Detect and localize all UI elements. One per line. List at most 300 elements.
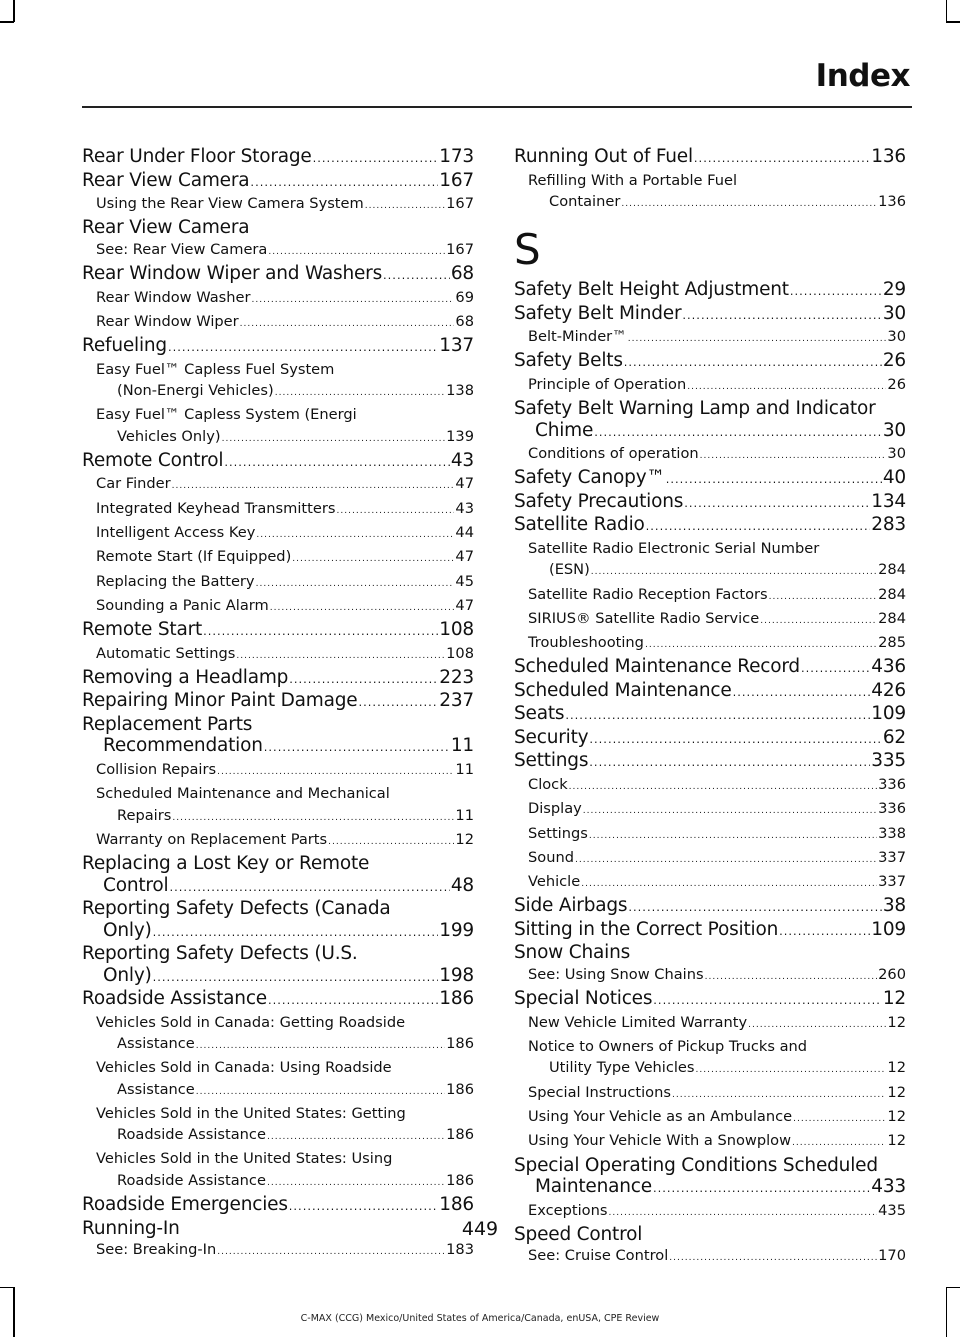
entry-label: Reporting Safety Defects (Canada <box>82 898 391 920</box>
entry-page-number: 48 <box>450 874 474 896</box>
index-subentry <box>514 326 906 350</box>
dot-leader <box>256 525 454 546</box>
index-entry <box>82 988 474 1012</box>
index-subentry <box>82 426 474 450</box>
index-subentry <box>82 759 474 783</box>
entry-label: Scheduled Maintenance <box>514 679 732 701</box>
entry-label: Special Instructions <box>528 1083 671 1101</box>
index-subentry <box>82 571 474 595</box>
entry-label: Satellite Radio Reception Factors <box>528 585 768 603</box>
entry-label: Running Out of Fuel <box>514 146 693 167</box>
index-subentry <box>514 798 906 822</box>
entry-page-number: 68 <box>455 312 474 330</box>
index-subentry <box>514 632 906 656</box>
entry-label: Troubleshooting <box>528 634 644 652</box>
dot-leader <box>801 658 870 680</box>
index-subentry <box>82 498 474 522</box>
index-subentry <box>514 1082 906 1106</box>
index-subentry <box>514 1245 906 1269</box>
index-subentry <box>82 1079 474 1103</box>
entry-label: Settings <box>514 750 589 772</box>
dot-leader <box>666 469 882 491</box>
entry-label: Remote Control <box>82 449 224 471</box>
entry-page-number: 167 <box>446 195 474 212</box>
entry-label: Using Your Vehicle as an Ambulance <box>528 1107 793 1125</box>
entry-label: Rear Window Wiper <box>96 312 239 330</box>
entry-label: Sounding a Panic Alarm <box>96 596 269 614</box>
index-column-left <box>82 146 474 1263</box>
index-entry <box>82 943 474 965</box>
entry-page-number: 435 <box>878 1201 906 1219</box>
entry-label: Seats <box>514 703 565 725</box>
entry-label: Sitting in the Correct Position <box>514 918 779 940</box>
entry-label: See: Using Snow Chains <box>528 965 704 983</box>
dot-leader <box>565 705 870 727</box>
dot-leader <box>196 1082 445 1103</box>
index-subentry <box>514 964 906 988</box>
entry-label: Vehicles Only) <box>117 427 221 445</box>
dot-leader <box>687 377 886 398</box>
index-subentry <box>82 1103 474 1124</box>
entry-label: Intelligent Access Key <box>96 523 256 541</box>
index-subentry <box>82 359 474 380</box>
dot-leader <box>583 801 877 822</box>
entry-label: Snow Chains <box>514 942 631 964</box>
entry-page-number: 12 <box>887 1013 906 1031</box>
dot-leader <box>289 1196 439 1218</box>
dot-leader <box>628 329 887 350</box>
entry-label: Sound <box>528 848 574 866</box>
dot-leader <box>289 669 438 691</box>
entry-label: SIRIUS® Satellite Radio Service <box>528 609 760 627</box>
dot-leader <box>653 1178 870 1200</box>
index-subentry <box>514 191 906 215</box>
entry-page-number: 45 <box>455 572 474 590</box>
index-subentry <box>514 847 906 871</box>
entry-page-number: 285 <box>878 634 906 652</box>
entry-page-number: 11 <box>455 806 474 824</box>
entry-label: Speed Control <box>514 1223 643 1245</box>
entry-page-number: 12 <box>455 830 474 848</box>
entry-page-number: 167 <box>439 169 474 191</box>
entry-label: Notice to Owners of Pickup Trucks and <box>528 1038 808 1056</box>
entry-page-number: 186 <box>446 1126 474 1144</box>
dot-leader <box>589 826 877 847</box>
entry-label: Integrated Keyhead Transmitters <box>96 499 336 517</box>
dot-leader <box>270 598 455 619</box>
entry-label: Rear View Camera <box>82 217 250 239</box>
index-subentry <box>82 1170 474 1194</box>
index-entry <box>82 714 474 736</box>
index-subentry <box>514 559 906 583</box>
entry-label: Replacing a Lost Key or Remote <box>82 853 370 875</box>
dot-leader <box>336 501 454 522</box>
index-subentry <box>514 374 906 398</box>
dot-leader <box>250 172 438 194</box>
entry-page-number: 260 <box>878 965 906 983</box>
entry-page-number: 108 <box>446 644 474 662</box>
entry-label: Roadside Assistance <box>82 988 267 1010</box>
entry-label: Roadside Emergencies <box>82 1194 288 1216</box>
entry-page-number: 337 <box>878 848 906 866</box>
entry-page-number: 26 <box>887 375 906 393</box>
entry-page-number: 108 <box>439 619 474 641</box>
entry-page-number: 44 <box>455 523 474 541</box>
dot-leader <box>168 337 438 359</box>
index-subentry <box>82 595 474 619</box>
index-column-right <box>514 146 906 1270</box>
dot-leader <box>594 422 882 444</box>
entry-label: Using the Rear View Camera System <box>96 195 364 212</box>
index-subentry <box>514 170 906 191</box>
entry-page-number: 337 <box>878 873 906 891</box>
index-entry <box>82 875 474 899</box>
index-entry <box>82 450 474 474</box>
crop-mark <box>946 21 960 23</box>
entry-label: Car Finder <box>96 475 171 493</box>
entry-page-number: 12 <box>887 1107 906 1125</box>
entry-label: Roadside Assistance <box>117 1171 266 1189</box>
entry-page-number: 186 <box>439 988 474 1010</box>
dot-leader <box>624 352 882 374</box>
entry-page-number: 284 <box>878 561 906 579</box>
dot-leader <box>591 562 877 583</box>
entry-label: Vehicles Sold in the United States: Using <box>96 1150 393 1168</box>
index-entry <box>82 619 474 643</box>
index-entry <box>82 853 474 875</box>
dot-leader <box>252 290 455 311</box>
entry-page-number: 11 <box>450 735 474 757</box>
index-subentry <box>82 404 474 425</box>
entry-label: Safety Belts <box>514 350 623 372</box>
entry-page-number: 12 <box>887 1083 906 1101</box>
dot-leader <box>653 990 882 1012</box>
index-subentry <box>82 287 474 311</box>
dot-leader <box>669 1248 877 1269</box>
index-subentry <box>82 1012 474 1033</box>
entry-label: Satellite Radio <box>514 514 645 536</box>
entry-page-number: 138 <box>446 381 474 399</box>
dot-leader <box>646 516 871 538</box>
index-entry <box>82 920 474 944</box>
entry-label: Exceptions <box>528 1201 608 1219</box>
index-subentry <box>514 1057 906 1081</box>
entry-page-number: 436 <box>871 656 906 678</box>
entry-label: Repairs <box>117 806 172 824</box>
index-entry <box>514 680 906 704</box>
entry-page-number: 173 <box>439 146 474 167</box>
dot-leader <box>575 850 877 871</box>
index-subentry <box>82 643 474 667</box>
dot-leader <box>153 922 439 944</box>
entry-label: Easy Fuel™ Capless Fuel System <box>96 360 335 378</box>
entry-label: (Non-Energi Vehicles) <box>117 381 274 399</box>
entry-label: Safety Canopy™ <box>514 467 665 489</box>
entry-page-number: 47 <box>455 475 474 493</box>
index-entry <box>514 656 906 680</box>
entry-label: Warranty on Replacement Parts <box>96 830 328 848</box>
entry-page-number: 186 <box>439 1194 474 1216</box>
index-entry <box>514 303 906 327</box>
index-subentry <box>82 1057 474 1078</box>
index-subentry <box>514 1012 906 1036</box>
index-subentry <box>82 239 474 263</box>
entry-page-number: 11 <box>455 760 474 778</box>
entry-label: Rear Under Floor Storage <box>82 146 312 167</box>
entry-label: Chime <box>535 419 594 441</box>
dot-leader <box>292 549 454 570</box>
dot-leader <box>256 574 455 595</box>
dot-leader <box>264 737 450 759</box>
entry-label: See: Rear View Camera <box>96 240 268 258</box>
dot-leader <box>217 762 454 783</box>
dot-leader <box>733 682 871 704</box>
entry-page-number: 62 <box>882 726 906 748</box>
entry-label: Remote Start <box>82 619 203 641</box>
crop-mark <box>13 1287 15 1337</box>
entry-page-number: 186 <box>446 1080 474 1098</box>
entry-page-number: 139 <box>446 427 474 445</box>
dot-leader <box>790 281 882 303</box>
index-subentry <box>82 1148 474 1169</box>
entry-label: Maintenance <box>535 1176 652 1198</box>
entry-label: See: Breaking-In <box>96 1241 217 1259</box>
crop-mark <box>0 21 14 23</box>
entry-label: Automatic Settings <box>96 644 236 662</box>
entry-label: Container <box>549 192 621 210</box>
dot-leader <box>268 242 445 263</box>
index-entry <box>514 491 906 515</box>
page-title: Index <box>815 58 910 94</box>
entry-page-number: 30 <box>887 445 906 463</box>
dot-leader <box>222 429 446 450</box>
entry-page-number: 237 <box>439 690 474 712</box>
index-entry <box>82 263 474 287</box>
index-subentry <box>514 1106 906 1130</box>
entry-page-number: 336 <box>878 775 906 793</box>
index-entry <box>514 727 906 751</box>
entry-label: Vehicles Sold in Canada: Using Roadside <box>96 1059 392 1077</box>
index-subentry <box>514 608 906 632</box>
index-subentry <box>514 1036 906 1057</box>
dot-leader <box>589 752 870 774</box>
index-entry <box>514 942 906 964</box>
page-number: 449 <box>461 1218 499 1240</box>
index-entry <box>514 988 906 1012</box>
footer-text: C-MAX (CCG) Mexico/United States of America/Canada, enUSA, CPE Review <box>300 1313 660 1324</box>
dot-leader <box>672 1085 886 1106</box>
index-entry <box>514 279 906 303</box>
entry-label: Vehicle <box>528 873 581 891</box>
index-entry <box>514 703 906 727</box>
entry-page-number: 284 <box>878 609 906 627</box>
index-subentry <box>514 584 906 608</box>
dot-leader <box>203 621 438 643</box>
entry-page-number: 26 <box>882 350 906 372</box>
entry-page-number: 30 <box>882 302 906 324</box>
dot-leader <box>383 265 450 287</box>
entry-page-number: 283 <box>871 514 906 536</box>
index-subentry <box>82 783 474 804</box>
crop-mark <box>13 0 15 22</box>
index-entry <box>514 350 906 374</box>
index-subentry <box>82 193 474 217</box>
index-entry <box>514 398 906 420</box>
index-subentry <box>82 473 474 497</box>
entry-page-number: 426 <box>871 679 906 701</box>
entry-label: Safety Belt Height Adjustment <box>514 279 789 301</box>
entry-page-number: 167 <box>446 240 474 258</box>
dot-leader <box>313 148 439 170</box>
entry-page-number: 433 <box>871 1176 906 1198</box>
index-entry <box>82 735 474 759</box>
dot-leader <box>779 921 870 943</box>
entry-page-number: 12 <box>887 1059 906 1077</box>
crop-mark <box>946 1287 948 1337</box>
entry-label: Refueling <box>82 335 167 357</box>
entry-label: Replacement Parts <box>82 713 253 735</box>
entry-label: Vehicles Sold in Canada: Getting Roadside <box>96 1013 406 1031</box>
index-subentry <box>514 774 906 798</box>
entry-label: Rear Window Washer <box>96 288 251 306</box>
entry-page-number: 43 <box>450 449 474 471</box>
index-entry <box>514 420 906 444</box>
entry-label: Side Airbags <box>514 895 628 917</box>
entry-page-number: 68 <box>450 263 474 285</box>
dot-leader <box>224 452 450 474</box>
entry-label: Belt-Minder™ <box>528 328 627 346</box>
entry-page-number: 12 <box>882 988 906 1010</box>
dot-leader <box>792 1133 886 1154</box>
entry-label: Special Operating Conditions Scheduled <box>514 1154 878 1176</box>
index-subentry <box>514 823 906 847</box>
entry-label: Settings <box>528 824 588 842</box>
dot-leader <box>645 635 877 656</box>
entry-label: (ESN) <box>549 561 590 579</box>
entry-label: Vehicles Sold in the United States: Getting <box>96 1104 406 1122</box>
index-subentry <box>82 522 474 546</box>
entry-page-number: 38 <box>882 895 906 917</box>
index-entry <box>514 146 906 170</box>
entry-label: Scheduled Maintenance and Mechanical <box>96 785 390 803</box>
dot-leader <box>748 1015 886 1036</box>
index-subentry <box>82 380 474 404</box>
dot-leader <box>267 1127 445 1148</box>
index-entry <box>514 1155 906 1177</box>
entry-label: Security <box>514 726 589 748</box>
entry-page-number: 43 <box>455 499 474 517</box>
entry-label: Safety Precautions <box>514 490 684 512</box>
dot-leader <box>217 1242 445 1263</box>
index-entry <box>82 667 474 691</box>
crop-mark <box>946 1287 960 1289</box>
dot-leader <box>196 1036 445 1057</box>
dot-leader <box>696 1060 887 1081</box>
entry-label: Conditions of operation <box>528 445 699 463</box>
entry-label: Recommendation <box>103 735 263 757</box>
index-entry <box>82 217 474 239</box>
entry-label: Utility Type Vehicles <box>549 1059 695 1077</box>
entry-label: Replacing the Battery <box>96 572 255 590</box>
index-entry <box>82 146 474 170</box>
entry-label: See: Cruise Control <box>528 1247 669 1265</box>
entry-page-number: 186 <box>446 1171 474 1189</box>
entry-label: Clock <box>528 775 568 793</box>
entry-label: Repairing Minor Paint Damage <box>82 690 358 712</box>
entry-label: Scheduled Maintenance Record <box>514 656 800 678</box>
dot-leader <box>240 314 455 335</box>
index-entry <box>82 335 474 359</box>
crop-mark <box>946 0 948 22</box>
entry-page-number: 12 <box>887 1132 906 1150</box>
entry-page-number: 30 <box>882 419 906 441</box>
entry-label: Collision Repairs <box>96 760 217 778</box>
dot-leader <box>328 832 454 853</box>
entry-page-number: 47 <box>455 596 474 614</box>
dot-leader <box>705 967 878 988</box>
entry-page-number: 40 <box>882 467 906 489</box>
dot-leader <box>569 777 877 798</box>
index-subentry <box>82 1033 474 1057</box>
index-subentry <box>82 805 474 829</box>
entry-page-number: 170 <box>878 1247 906 1265</box>
index-entry <box>82 965 474 989</box>
dot-leader <box>793 1109 886 1130</box>
entry-label: Safety Belt Minder <box>514 302 682 324</box>
index-subentry <box>514 443 906 467</box>
dot-leader <box>682 305 881 327</box>
dot-leader <box>684 493 870 515</box>
dot-leader <box>153 967 439 989</box>
entry-label: Display <box>528 800 582 818</box>
index-subentry <box>514 538 906 559</box>
entry-label: Roadside Assistance <box>117 1126 266 1144</box>
dot-leader <box>621 194 877 215</box>
index-entry <box>514 919 906 943</box>
entry-label: Special Notices <box>514 988 653 1010</box>
dot-leader <box>589 729 881 751</box>
index-entry <box>514 895 906 919</box>
index-entry <box>82 170 474 194</box>
entry-label: Rear View Camera <box>82 169 250 191</box>
section-letter: S <box>514 225 541 275</box>
entry-page-number: 186 <box>446 1034 474 1052</box>
dot-leader <box>169 877 449 899</box>
entry-label: Only) <box>103 964 152 986</box>
index-entry <box>82 690 474 714</box>
entry-label: Safety Belt Warning Lamp and Indicator <box>514 398 876 420</box>
dot-leader <box>236 646 445 667</box>
dot-leader <box>628 897 882 919</box>
index-entry <box>514 750 906 774</box>
index-entry <box>514 514 906 538</box>
entry-label: Refilling With a Portable Fuel <box>528 171 738 189</box>
entry-page-number: 109 <box>871 703 906 725</box>
index-entry <box>82 898 474 920</box>
entry-label: Principle of Operation <box>528 375 687 393</box>
entry-label: Assistance <box>117 1080 195 1098</box>
dot-leader <box>769 587 877 608</box>
dot-leader <box>581 874 877 895</box>
dot-leader <box>267 1173 445 1194</box>
entry-page-number: 47 <box>455 548 474 566</box>
index-subentry <box>514 1130 906 1154</box>
entry-page-number: 199 <box>439 919 474 941</box>
entry-page-number: 109 <box>871 918 906 940</box>
header-divider <box>82 106 912 108</box>
entry-label: Remote Start (If Equipped) <box>96 548 292 566</box>
index-subentry <box>514 871 906 895</box>
